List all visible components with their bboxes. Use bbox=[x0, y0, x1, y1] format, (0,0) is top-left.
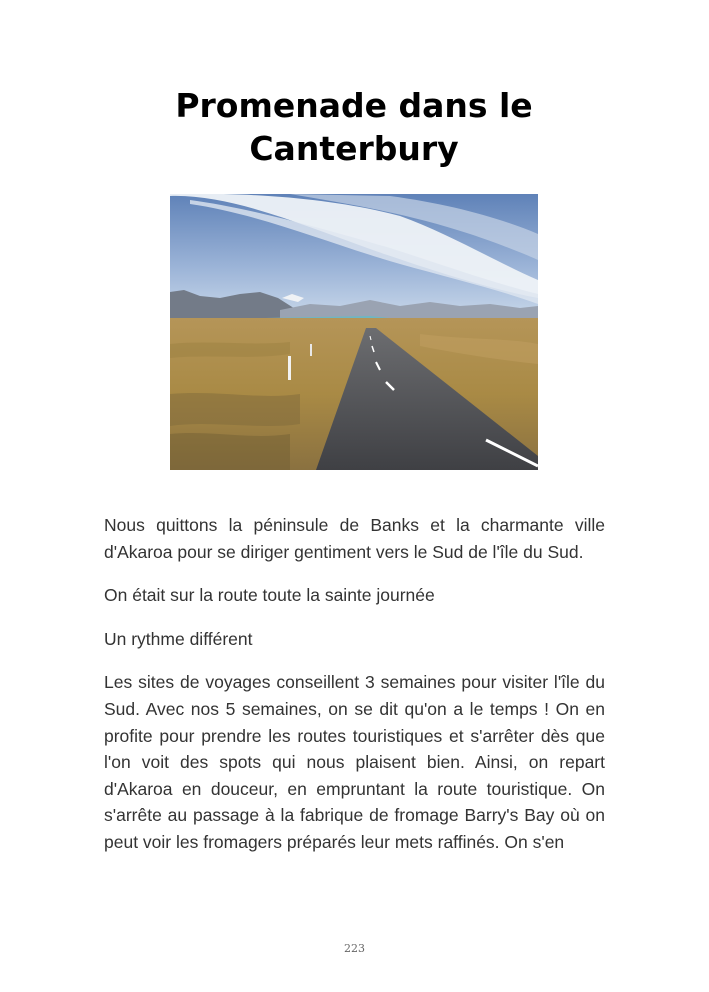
paragraph-subheading-1: On était sur la route toute la sainte journée bbox=[104, 585, 435, 606]
paragraph-main: Les sites de voyages conseillent 3 semaines pour visiter l'île du Sud. Avec nos 5 semaines, on se dit qu'on a le temps ! On en profite pour prendre les routes touristiques et s'arrêter dès que l'on voit des spots qui nous plaisent bien. Ainsi, on repart d'Akaroa en douceur, en empruntant la route touristique. On s'arrête au passage à la fabrique de fromage Barry's Bay où on peut voir les fromagers préparés leur mets raffinés. On s'en bbox=[104, 672, 605, 852]
page-title-line-2: Canterbury bbox=[249, 129, 459, 168]
article-body bbox=[104, 512, 605, 855]
paragraph-subheading-2: Un rythme différent bbox=[104, 628, 253, 649]
page-number: 223 bbox=[344, 942, 365, 955]
page-title-line-1: Promenade dans le bbox=[175, 86, 533, 125]
page-title bbox=[104, 84, 604, 170]
paragraph-intro: Nous quittons la péninsule de Banks et la charmante ville d'Akaroa pour se diriger gentiment vers le Sud de l'île du Sud. bbox=[104, 515, 605, 562]
landscape-road-photo bbox=[170, 194, 538, 470]
